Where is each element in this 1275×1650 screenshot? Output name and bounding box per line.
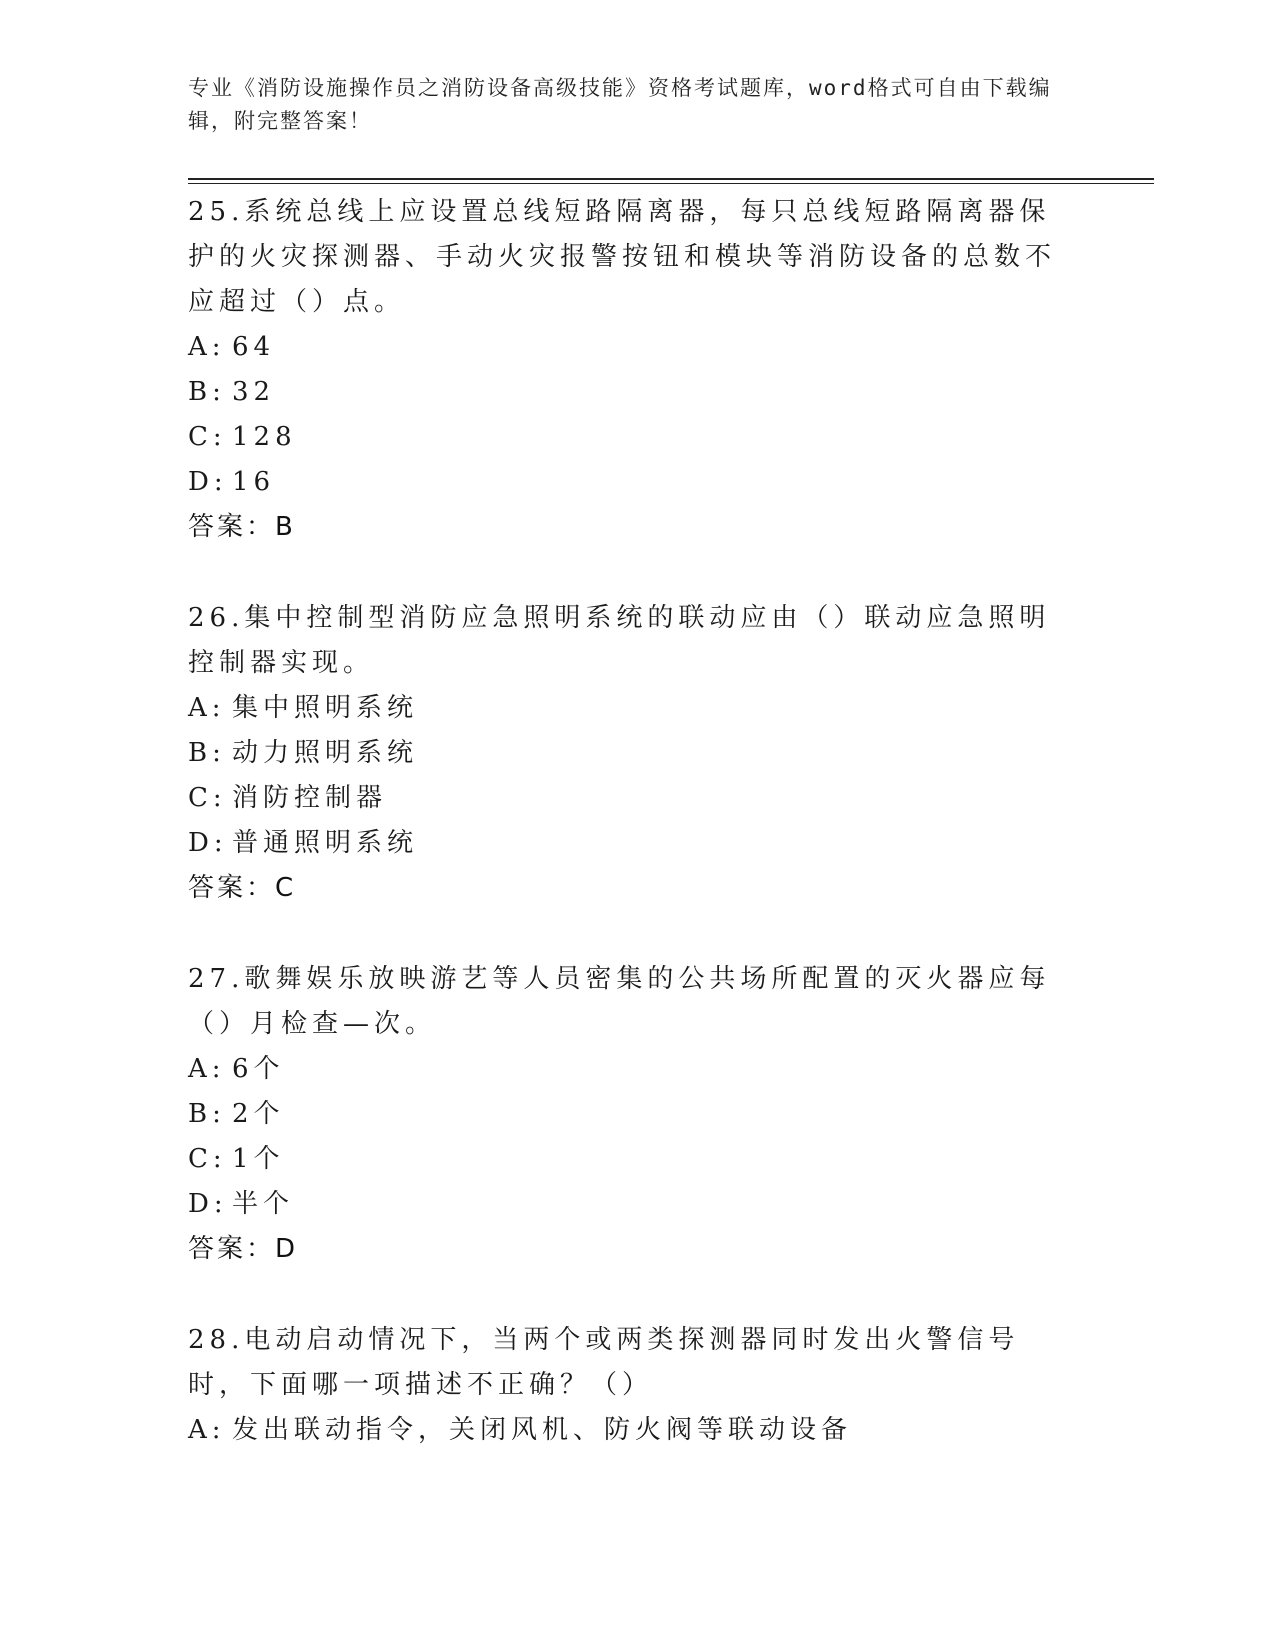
option-c bbox=[188, 415, 1088, 460]
option-text: 16 bbox=[232, 467, 276, 497]
header-divider-thick bbox=[188, 178, 1154, 180]
option-text: 消防控制器 bbox=[232, 783, 388, 813]
option-text: 32 bbox=[232, 377, 276, 407]
option-letter: B: bbox=[188, 738, 226, 768]
question-28 bbox=[188, 1318, 1088, 1453]
answer-line: 答案：B bbox=[188, 512, 296, 542]
option-text: 64 bbox=[232, 332, 276, 362]
option-b bbox=[188, 731, 1088, 776]
option-letter: C: bbox=[188, 783, 227, 813]
option-d bbox=[188, 460, 1088, 505]
option-letter: A: bbox=[188, 332, 226, 362]
option-letter: B: bbox=[188, 377, 226, 407]
question-text: 26.集中控制型消防应急照明系统的联动应由（）联动应急照明控制器实现。 bbox=[188, 603, 1051, 678]
question-27 bbox=[188, 957, 1088, 1272]
option-d bbox=[188, 1182, 1088, 1227]
question-text: 28.电动启动情况下，当两个或两类探测器同时发出火警信号时，下面哪一项描述不正确？（） bbox=[188, 1325, 1020, 1400]
answer-line: 答案：C bbox=[188, 873, 297, 903]
option-a bbox=[188, 325, 1088, 370]
option-letter: D: bbox=[188, 828, 228, 858]
option-letter: A: bbox=[188, 1415, 226, 1445]
option-text: 动力照明系统 bbox=[232, 738, 419, 768]
option-letter: C: bbox=[188, 1144, 227, 1174]
question-25 bbox=[188, 190, 1088, 550]
header-divider-thin bbox=[188, 183, 1154, 184]
option-text: 128 bbox=[232, 422, 297, 452]
option-b bbox=[188, 370, 1088, 415]
option-c bbox=[188, 1137, 1088, 1182]
option-text: 半个 bbox=[232, 1189, 295, 1219]
option-text: 6个 bbox=[232, 1054, 285, 1084]
option-letter: A: bbox=[188, 693, 226, 723]
option-a bbox=[188, 1047, 1088, 1092]
option-text: 1个 bbox=[232, 1144, 285, 1174]
option-letter: C: bbox=[188, 422, 227, 452]
answer-line: 答案：D bbox=[188, 1234, 299, 1264]
option-text: 2个 bbox=[232, 1099, 285, 1129]
option-a bbox=[188, 686, 1088, 731]
question-list bbox=[188, 190, 1088, 1499]
option-c bbox=[188, 776, 1088, 821]
question-26 bbox=[188, 596, 1088, 911]
option-text: 发出联动指令，关闭风机、防火阀等联动设备 bbox=[232, 1415, 853, 1445]
question-text: 27.歌舞娱乐放映游艺等人员密集的公共场所配置的灭火器应每（）月检查—次。 bbox=[188, 964, 1051, 1039]
option-d bbox=[188, 821, 1088, 866]
option-letter: B: bbox=[188, 1099, 226, 1129]
option-letter: A: bbox=[188, 1054, 226, 1084]
option-a bbox=[188, 1408, 1088, 1453]
question-text: 25.系统总线上应设置总线短路隔离器，每只总线短路隔离器保护的火灾探测器、手动火灾报警按钮和模块等消防设备的总数不应超过（）点。 bbox=[188, 197, 1057, 317]
option-text: 集中照明系统 bbox=[232, 693, 419, 723]
option-b bbox=[188, 1092, 1088, 1137]
option-letter: D: bbox=[188, 467, 228, 497]
option-letter: D: bbox=[188, 1189, 228, 1219]
option-text: 普通照明系统 bbox=[232, 828, 419, 858]
document-intro: 专业《消防设施操作员之消防设备高级技能》资格考试题库，word格式可自由下载编辑，附完整答案！ bbox=[188, 76, 1052, 133]
